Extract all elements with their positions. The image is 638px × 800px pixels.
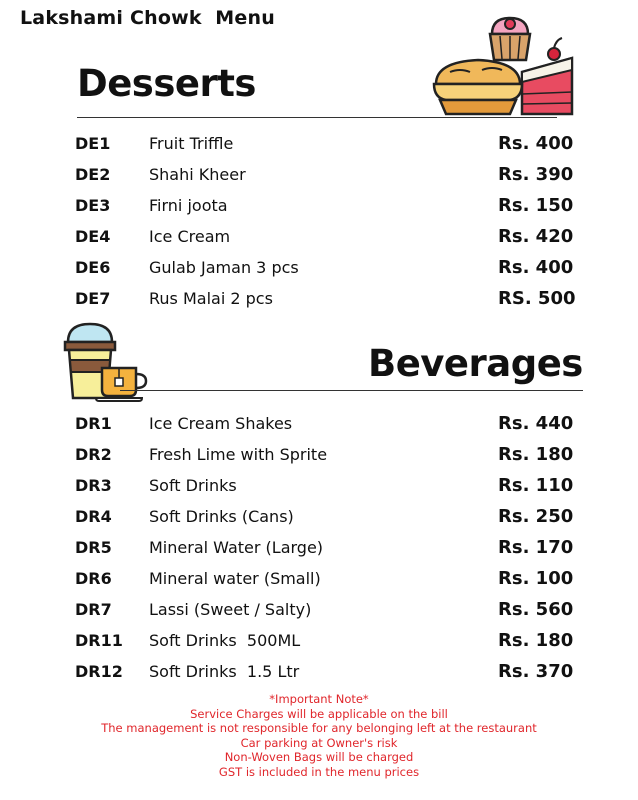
menu-item [0,476,638,507]
item-price: Rs. 440 [498,413,574,434]
menu-item [0,662,638,693]
menu-item [0,227,638,258]
item-price: Rs. 180 [498,444,574,465]
beverages-list [0,414,638,693]
important-notes [0,692,638,780]
item-price: Rs. 370 [498,661,574,682]
item-code: DE3 [75,196,111,215]
menu-item [0,538,638,569]
desserts-heading: Desserts [77,62,256,105]
page-title: Lakshami Chowk Menu [20,7,275,29]
item-name: Soft Drinks (Cans) [149,507,294,526]
menu-item [0,165,638,196]
note-line: Car parking at Owner's risk [240,735,398,750]
note-line: The management is not responsible for any belonging left at the restaurant [101,721,537,736]
item-price: Rs. 150 [498,195,574,216]
item-name: Firni joota [149,196,228,215]
item-code: DE2 [75,165,111,184]
item-price: Rs. 420 [498,226,574,247]
item-name: Gulab Jaman 3 pcs [149,258,299,277]
item-code: DR3 [75,476,112,495]
menu-item [0,414,638,445]
item-code: DR5 [75,538,112,557]
item-code: DR2 [75,445,112,464]
item-code: DR11 [75,631,123,650]
note-line: Service Charges will be applicable on the bill [190,706,448,721]
item-price: Rs. 400 [498,257,574,278]
item-price: Rs. 400 [498,133,574,154]
item-code: DE7 [75,289,111,308]
menu-item [0,569,638,600]
item-code: DR6 [75,569,112,588]
item-name: Fresh Lime with Sprite [149,445,328,464]
item-name: Rus Malai 2 pcs [149,289,273,308]
item-name: Mineral water (Small) [149,569,321,588]
item-code: DE1 [75,134,111,153]
note-heading: *Important Note* [269,692,369,706]
item-name: Lassi (Sweet / Salty) [149,600,312,619]
beverages-divider [120,390,583,391]
item-price: Rs. 390 [498,164,574,185]
item-price: Rs. 180 [498,630,574,651]
item-price: Rs. 560 [498,599,574,620]
menu-item [0,445,638,476]
item-name: Soft Drinks 500ML [149,631,301,650]
item-name: Soft Drinks [149,476,237,495]
pie-cake-cupcake-icon [430,14,576,120]
item-price: Rs. 110 [498,475,574,496]
item-code: DR7 [75,600,112,619]
item-price: RS. 500 [498,288,576,309]
menu-item [0,134,638,165]
menu-item [0,631,638,662]
item-code: DE4 [75,227,111,246]
item-name: Soft Drinks 1.5 Ltr [149,662,300,681]
item-name: Shahi Kheer [149,165,246,184]
item-name: Ice Cream [149,227,231,246]
item-code: DR1 [75,414,112,433]
item-name: Mineral Water (Large) [149,538,324,557]
item-price: Rs. 170 [498,537,574,558]
item-price: Rs. 100 [498,568,574,589]
menu-item [0,289,638,320]
item-price: Rs. 250 [498,506,574,527]
menu-item [0,258,638,289]
item-code: DR12 [75,662,123,681]
item-code: DE6 [75,258,111,277]
item-name: Ice Cream Shakes [149,414,293,433]
item-name: Fruit Triffle [149,134,234,153]
note-line: Non-Woven Bags will be charged [224,750,414,765]
menu-item [0,600,638,631]
desserts-list [0,134,638,320]
note-line: GST is included in the menu prices [218,764,420,779]
beverages-heading: Beverages [368,342,583,385]
menu-item [0,507,638,538]
desserts-divider [77,117,557,118]
menu-item [0,196,638,227]
item-code: DR4 [75,507,112,526]
